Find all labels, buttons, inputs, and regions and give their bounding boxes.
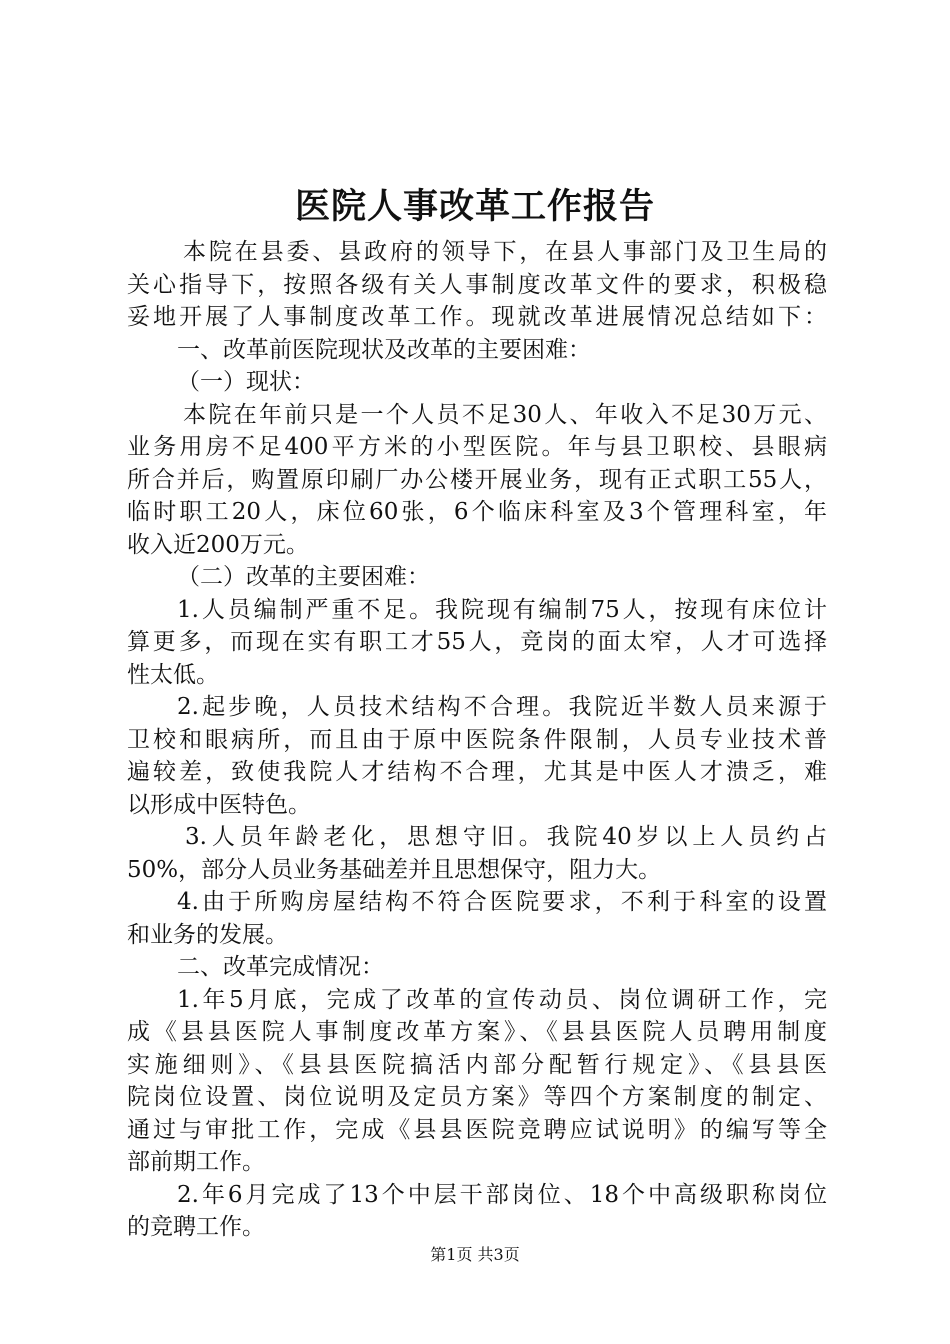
- document-title: 医院人事改革工作报告: [294, 186, 655, 227]
- text-line: 院岗位设置、岗位说明及定员方案》等四个方案制度的制定、: [127, 1084, 827, 1110]
- text-line: 妥地开展了人事制度改革工作。现就改革进展情况总结如下：: [127, 304, 827, 330]
- text-line: 本院在年前只是一个人员不足30人、年收入不足30万元、: [183, 401, 827, 428]
- text-line: 性太低。: [127, 661, 219, 688]
- page-footer: 第1页 共3页: [430, 1245, 520, 1264]
- text-line: 2.起步晚，人员技术结构不合理。我院近半数人员来源于: [177, 694, 827, 720]
- text-line: 1.人员编制严重不足。我院现有编制75人，按现有床位计: [177, 596, 827, 623]
- text-line: 1.年5月底，完成了改革的宣传动员、岗位调研工作，完: [177, 986, 827, 1013]
- text-line: 本院在县委、县政府的领导下，在县人事部门及卫生局的: [183, 239, 827, 265]
- text-line: 算更多，而现在实有职工才55人，竞岗的面太窄，人才可选择: [127, 629, 827, 655]
- text-line: 2.年6月完成了13个中层干部岗位、18个中高级职称岗位: [177, 1181, 827, 1208]
- text-line: （一）现状：: [177, 369, 315, 395]
- text-line: 部前期工作。: [127, 1149, 265, 1175]
- text-line: 的竞聘工作。: [127, 1214, 265, 1240]
- text-line: 4.由于所购房屋结构不符合医院要求，不利于科室的设置: [177, 889, 827, 915]
- text-line: 成《县县医院人事制度改革方案》、《县县医院人员聘用制度: [127, 1019, 827, 1045]
- text-line: 卫校和眼病所，而且由于原中医院条件限制，人员专业技术普: [127, 726, 827, 753]
- document-body: [127, 236, 827, 1244]
- text-line: 通过与审批工作，完成《县县医院竞聘应试说明》的编写等全: [127, 1116, 827, 1143]
- text-line: 关心指导下，按照各级有关人事制度改革文件的要求，积极稳: [127, 271, 827, 298]
- text-line: 3.人员年龄老化，思想守旧。我院40岁以上人员约占: [185, 824, 827, 850]
- text-line: 一、改革前医院现状及改革的主要困难：: [177, 336, 591, 363]
- text-line: 以形成中医特色。: [127, 791, 311, 818]
- text-line: 实施细则》、《县县医院搞活内部分配暂行规定》、《县县医: [127, 1051, 827, 1078]
- text-line: 遍较差，致使我院人才结构不合理，尤其是中医人才溃乏，难: [127, 759, 827, 785]
- text-line: 二、改革完成情况：: [177, 954, 384, 980]
- text-line: 业务用房不足400平方米的小型医院。年与县卫职校、县眼病: [127, 434, 827, 460]
- text-line: 50%，部分人员业务基础差并且思想保守，阻力大。: [127, 856, 662, 883]
- text-line: （二）改革的主要困难：: [177, 564, 430, 590]
- text-line: 所合并后，购置原印刷厂办公楼开展业务，现有正式职工55人，: [127, 466, 827, 493]
- text-line: 和业务的发展。: [127, 921, 288, 948]
- text-line: 临时职工20人，床位60张，6个临床科室及3个管理科室，年: [127, 499, 827, 525]
- text-line: 收入近200万元。: [127, 531, 309, 558]
